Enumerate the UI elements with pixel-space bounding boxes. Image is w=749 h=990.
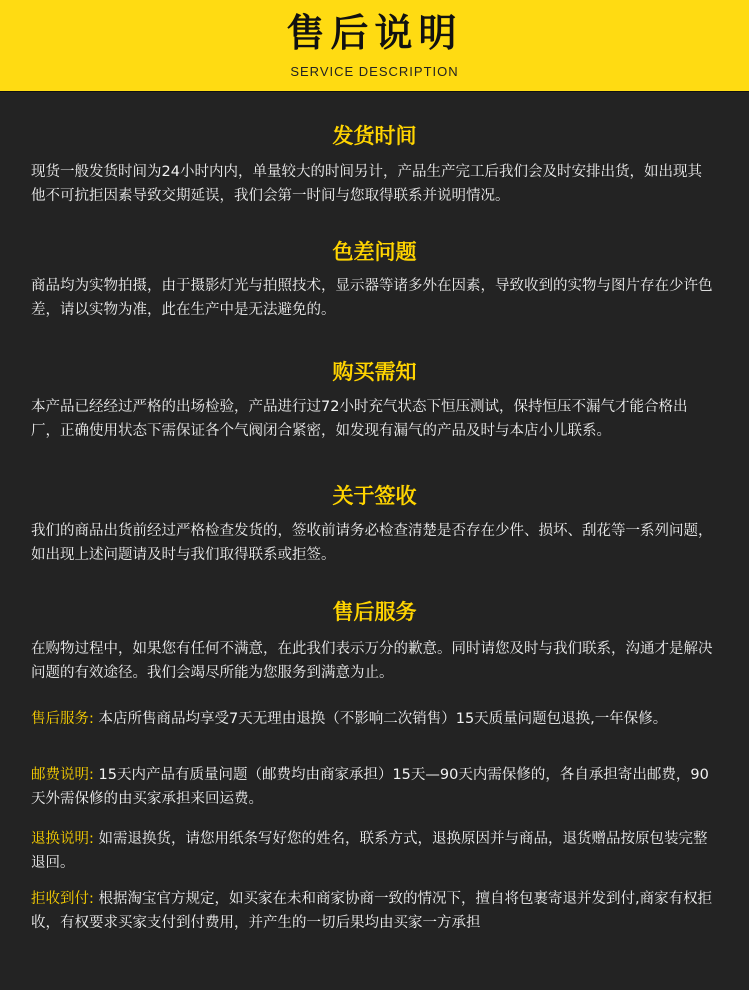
section-title-shipping-time: 发货时间 xyxy=(332,124,417,148)
section-text-shipping-time: 现货一般发货时间为24小时内内，单量较大的时间另计，产品生产完工后我们会及时安排出货，如出现其他不可抗拒因素导致交期延误，我们会第一时间与您取得联系并说明情况。 xyxy=(31,164,702,204)
policy-label: 退换说明: xyxy=(31,831,94,847)
page-title: 售后说明 xyxy=(286,11,463,55)
section-text-purchase-notes: 本产品已经经过严格的出场检验，产品进行过72小时充气状态下恒压测试，保持恒压不漏气才能合格出厂，正确使用状态下需保证各个气阀闭合紧密，如发现有漏气的产品及时与本店小儿联系。 xyxy=(31,399,688,439)
policy-after-sales xyxy=(31,707,721,731)
policy-text: 15天内产品有质量问题（邮费均由商家承担）15天—90天内需保修的，各自承担寄出邮费，90天外需保修的由买家承担来回运费。 xyxy=(31,767,709,807)
section-title-color-difference: 色差问题 xyxy=(332,240,417,264)
section-text-after-sales: 在购物过程中，如果您有任何不满意，在此我们表示万分的歉意。同时请您及时与我们联系，沟通才是解决问题的有效途径。我们会竭尽所能为您服务到满意为止。 xyxy=(31,641,713,681)
policy-return-exchange xyxy=(31,827,721,875)
header-banner xyxy=(0,0,749,92)
policy-text: 如需退换货，请您用纸条写好您的姓名，联系方式，退换原因并与商品，退货赠品按原包装完整退回。 xyxy=(31,831,708,871)
policy-shipping-fee xyxy=(31,763,721,811)
policy-text: 本店所售商品均享受7天无理由退换（不影响二次销售）15天质量问题包退换,一年保修。 xyxy=(98,711,668,727)
section-text-color-difference: 商品均为实物拍摄，由于摄影灯光与拍照技术，显示器等诸多外在因素，导致收到的实物与图片存在少许色差，请以实物为准，此在生产中是无法避免的。 xyxy=(31,278,713,318)
section-title-purchase-notes: 购买需知 xyxy=(332,360,417,384)
section-text-receipt: 我们的商品出货前经过严格检查发货的，签收前请务必检查清楚是否存在少件、损坏、刮花等一系列问题，如出现上述问题请及时与我们取得联系或拒签。 xyxy=(31,523,713,563)
policy-refuse-cod xyxy=(31,887,721,935)
policy-label: 售后服务: xyxy=(31,711,94,727)
policy-text: 根据淘宝官方规定，如买家在未和商家协商一致的情况下，擅自将包裹寄退并发到付,商家有权拒收，有权要求买家支付到付费用，并产生的一切后果均由买家一方承担 xyxy=(31,891,713,931)
policy-label: 邮费说明: xyxy=(31,767,94,783)
section-title-after-sales: 售后服务 xyxy=(332,600,417,624)
section-title-receipt: 关于签收 xyxy=(332,484,417,508)
page-subtitle: SERVICE DESCRIPTION xyxy=(290,64,459,79)
policy-label: 拒收到付: xyxy=(31,891,94,907)
